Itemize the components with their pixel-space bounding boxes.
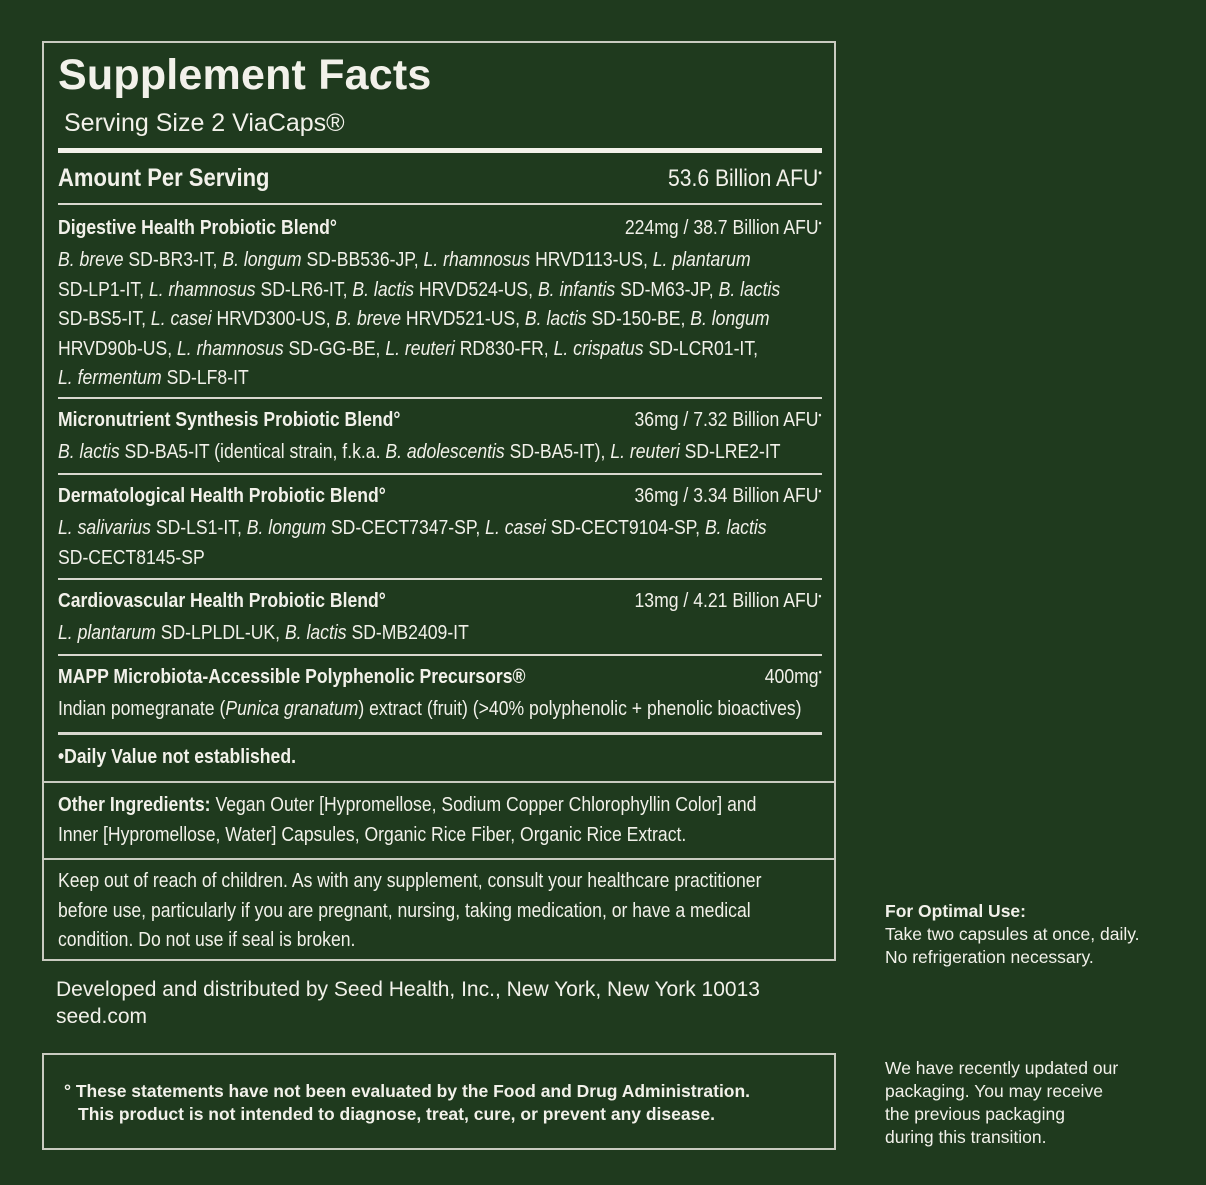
blend-strains	[58, 246, 824, 394]
supplement-facts-panel	[42, 41, 836, 961]
species-name: B. longum	[222, 249, 302, 271]
species-name: B. lactis	[704, 517, 767, 539]
species-name: L. plantarum	[58, 622, 156, 644]
fda-disclaimer: ° These statements have not been evaluated by the Food and Drug Administration. This product is not intended to diagnose, treat, cure, or prevent any disease.	[64, 1081, 751, 1124]
blend-name: Cardiovascular Health Probiotic Blend°	[58, 590, 386, 612]
species-name: L. plantarum	[652, 249, 751, 271]
warning-text: Keep out of reach of children. As with any supplement, consult your healthcare practitioner before use, particularly if you are pregnant, nursing, taking medication, or have a medical condition. Do not use if seal is broken.	[58, 870, 762, 951]
blend-amount: 224mg / 38.7 Billion AFU•	[625, 217, 822, 239]
species-name: L. casei	[485, 517, 546, 539]
species-name: B. infantis	[537, 278, 616, 301]
species-name: L. rhamnosus	[423, 249, 531, 271]
strain-line: SD-CECT8145-SP	[58, 546, 205, 569]
strain-line: HRVD90b-US, L. rhamnosus SD-GG-BE, L. reuteri RD830-FR, L. crispatus SD-LCR01-IT,	[58, 337, 759, 360]
divider	[58, 203, 822, 205]
strain-line: L. plantarum SD-LPLDL-UK, B. lactis SD-MB2409-IT	[58, 622, 469, 644]
blend-strains	[58, 514, 824, 573]
strain-line: Indian pomegranate (Punica granatum) extract (fruit) (>40% polyphenolic + phenolic bioactives)	[58, 698, 802, 720]
divider	[58, 654, 822, 656]
thick-divider	[58, 148, 822, 153]
strain-line: B. lactis SD-BA5-IT (identical strain, f.k.a. B. adolescentis SD-BA5-IT), L. reuteri SD-LRE2-IT	[58, 441, 781, 463]
fda-disclaimer-box	[42, 1053, 836, 1150]
strain-line: SD-BS5-IT, L. casei HRVD300-US, B. breve HRVD521-US, B. lactis SD-150-BE, B. longum	[58, 308, 770, 330]
strain-line: L. fermentum SD-LF8-IT	[58, 367, 249, 389]
blend-amount: 36mg / 3.34 Billion AFU•	[634, 485, 822, 507]
distribution-info: Developed and distributed by Seed Health, Inc., New York, New York 10013 seed.com	[56, 978, 760, 1028]
blend-name: MAPP Microbiota-Accessible Polyphenolic Precursors®	[58, 666, 526, 688]
species-name: L. salivarius	[58, 517, 151, 539]
species-name: L. reuteri	[610, 441, 680, 463]
species-name: B. lactis	[284, 622, 347, 644]
species-name: B. longum	[246, 517, 327, 539]
other-ingredients: Other Ingredients: Vegan Outer [Hypromellose, Sodium Copper Chlorophyllin Color] and Inner [Hypromellose, Water] Capsules, Organic Rice Fiber, Organic Rice Extract.	[58, 794, 757, 846]
serving-size: Serving Size 2 ViaCaps®	[64, 109, 345, 137]
species-name: L. rhamnosus	[148, 278, 256, 301]
blend-name: Digestive Health Probiotic Blend°	[58, 217, 337, 239]
amount-per-serving-label: Amount Per Serving	[58, 164, 270, 192]
blend-amount: 400mg•	[765, 666, 822, 688]
strain-line: B. breve SD-BR3-IT, B. longum SD-BB536-JP, L. rhamnosus HRVD113-US, L. plantarum	[58, 249, 751, 271]
blend-strains	[58, 438, 824, 468]
divider	[58, 578, 822, 580]
blend-amount: 13mg / 4.21 Billion AFU•	[634, 590, 822, 612]
species-name: B. breve	[335, 308, 402, 330]
divider	[58, 732, 822, 735]
blend-name: Dermatological Health Probiotic Blend°	[58, 485, 386, 507]
website-link[interactable]: seed.com	[56, 1005, 148, 1028]
species-name: B. lactis	[718, 278, 781, 301]
species-name: L. fermentum	[58, 367, 162, 389]
optimal-use-heading: For Optimal Use:	[885, 901, 1026, 921]
species-name: L. crispatus	[553, 337, 644, 360]
blend-strains	[58, 619, 824, 649]
species-name: B. lactis	[58, 441, 120, 463]
species-name: B. lactis	[524, 308, 587, 330]
species-name: Punica granatum	[225, 698, 359, 720]
optimal-use-note: For Optimal Use: Take two capsules at once, daily. No refrigeration necessary.	[885, 901, 1140, 967]
species-name: B. lactis	[352, 278, 415, 301]
packaging-note: We have recently updated our packaging. You may receive the previous packaging during this transition.	[885, 1058, 1119, 1147]
species-name: L. reuteri	[385, 337, 455, 360]
daily-value-note: •Daily Value not established.	[58, 746, 296, 768]
species-name: L. rhamnosus	[177, 337, 284, 360]
species-name: L. casei	[150, 308, 212, 330]
divider	[44, 781, 834, 783]
species-name: B. longum	[690, 308, 770, 330]
strain-line: L. salivarius SD-LS1-IT, B. longum SD-CECT7347-SP, L. casei SD-CECT9104-SP, B. lactis	[58, 517, 767, 539]
amount-per-serving-value: 53.6 Billion AFU•	[668, 165, 822, 192]
blend-name: Micronutrient Synthesis Probiotic Blend°	[58, 409, 401, 431]
divider	[58, 397, 822, 399]
blend-amount: 36mg / 7.32 Billion AFU•	[634, 409, 822, 431]
other-ingredients-label: Other Ingredients:	[58, 794, 211, 816]
blend-strains	[58, 695, 824, 725]
panel-title: Supplement Facts	[58, 51, 432, 99]
species-name: B. breve	[58, 249, 124, 271]
divider	[44, 858, 834, 860]
strain-line: SD-LP1-IT, L. rhamnosus SD-LR6-IT, B. lactis HRVD524-US, B. infantis SD-M63-JP, B. lactis	[58, 278, 781, 301]
divider	[58, 473, 822, 475]
species-name: B. adolescentis	[385, 441, 505, 463]
